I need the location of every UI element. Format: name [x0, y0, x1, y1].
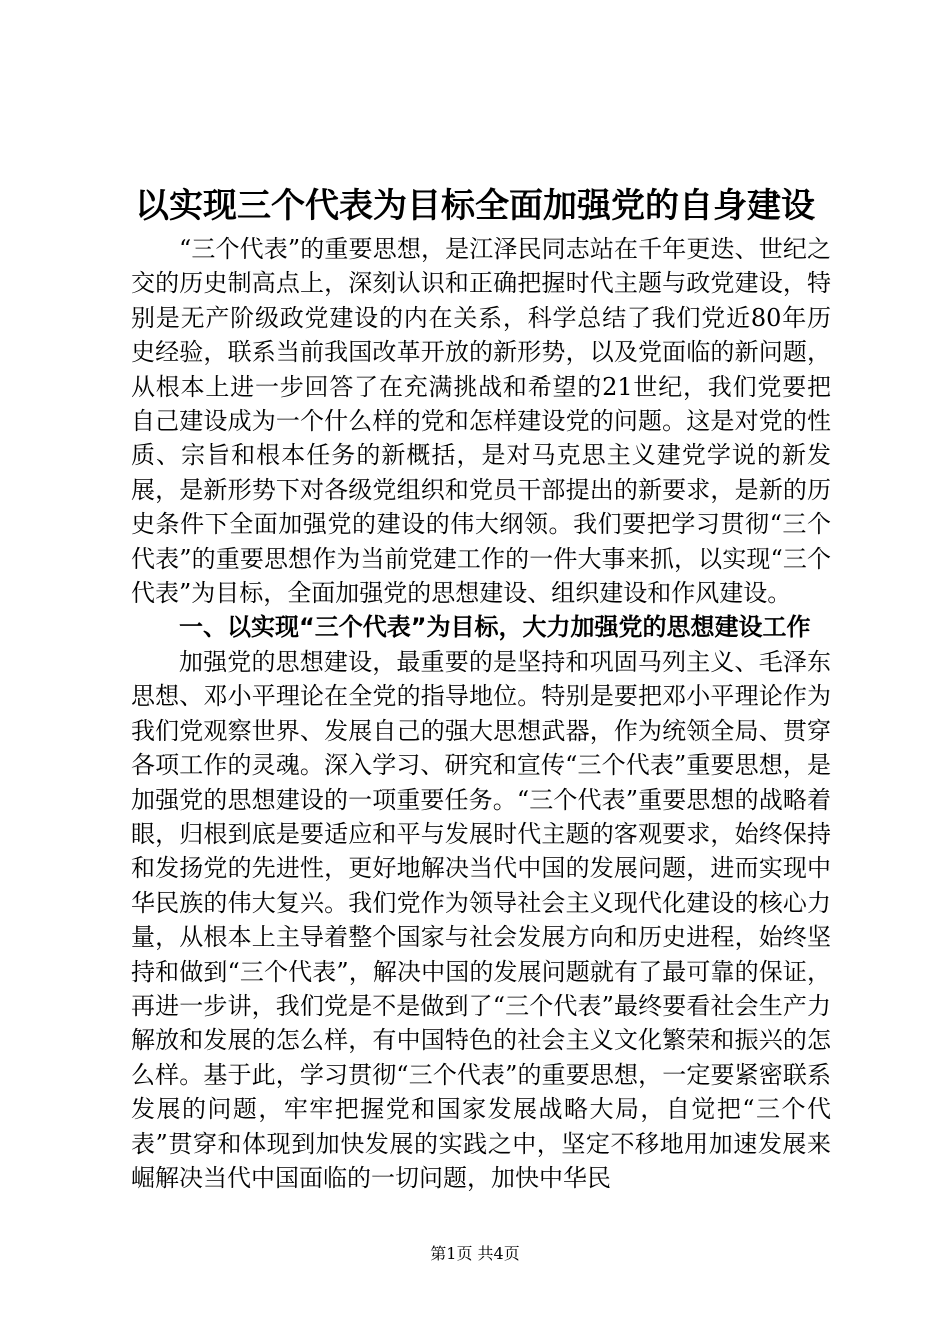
document-body — [131, 232, 831, 1195]
section-1-paragraph: 加强党的思想建设，最重要的是坚持和巩固马列主义、毛泽东思想、邓小平理论在全党的指导地位。特别是要把邓小平理论作为我们党观察世界、发展自己的强大思想武器，作为统领全局、贯穿各项工作的灵魂。深入学习、研究和宣传“三个代表”重要思想，是加强党的思想建设的一项重要任务。“三个代表”重要思想的战略着眼，归根到底是要适应和平与发展时代主题的客观要求，始终保持和发扬党的先进性，更好地解决当代中国的发展问题，进而实现中华民族的伟大复兴。我们党作为领导社会主义现代化建设的核心力量，从根本上主导着整个国家与社会发展方向和历史进程，始终坚持和做到“三个代表”，解决中国的发展问题就有了最可靠的保证，再进一步讲，我们党是不是做到了“三个代表”最终要看社会生产力解放和发展的怎么样，有中国特色的社会主义文化繁荣和振兴的怎么样。基于此，学习贯彻“三个代表”的重要思想，一定要紧密联系发展的问题，牢牢把握党和国家发展战略大局，自觉把“三个代表”贯穿和体现到加快发展的实践之中，坚定不移地用加速发展来崛解决当代中国面临的一切问题，加快中华民 — [131, 647, 831, 1192]
intro-paragraph: “三个代表”的重要思想，是江泽民同志站在千年更迭、世纪之交的历史制高点上，深刻认识和正确把握时代主题与政党建设，特别是无产阶级政党建设的内在关系，科学总结了我们党近80年历史经验，联系当前我国改革开放的新形势，以及党面临的新问题，从根本上进一步回答了在充满挑战和希望的21世纪，我们党要把自己建设成为一个什么样的党和怎样建设党的问题。这是对党的性质、宗旨和根本任务的新概括，是对马克思主义建党学说的新发展，是新形势下对各级党组织和党员干部提出的新要求，是新的历史条件下全面加强党的建设的伟大纲领。我们要把学习贯彻“三个代表”的重要思想作为当前党建工作的一件大事来抓，以实现“三个代表”为目标，全面加强党的思想建设、组织建设和作风建设。 — [131, 235, 831, 608]
document-title: 以实现三个代表为目标全面加强党的自身建设 — [135, 186, 815, 226]
section-heading-1: 一、以实现“三个代表”为目标，大力加强党的思想建设工作 — [179, 613, 811, 642]
page-number-footer: 第1页 共4页 — [430, 1244, 520, 1263]
